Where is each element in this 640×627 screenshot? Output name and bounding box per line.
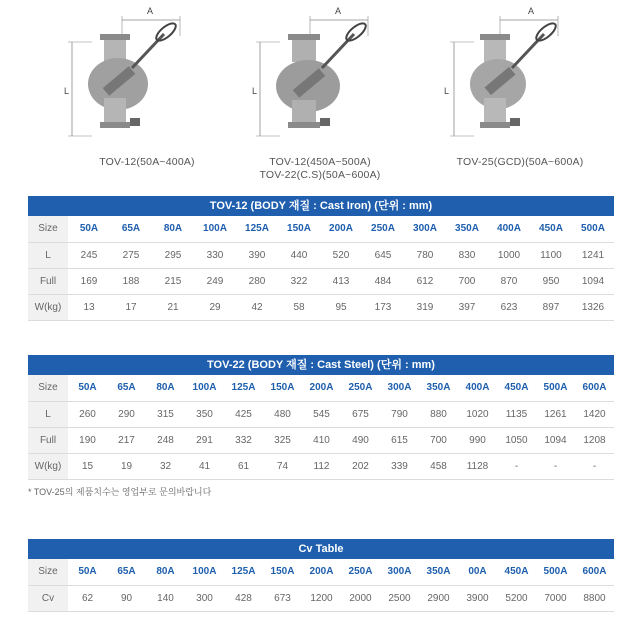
value-cell: 7000: [536, 585, 575, 611]
value-cell: 41: [185, 453, 224, 479]
value-cell: 897: [530, 294, 572, 320]
size-header-cell: 500A: [536, 559, 575, 585]
value-cell: 397: [446, 294, 488, 320]
dim-l-label-2: L: [252, 86, 258, 96]
value-cell: 190: [68, 427, 107, 453]
value-cell: 2500: [380, 585, 419, 611]
value-cell: 2900: [419, 585, 458, 611]
value-cell: 675: [341, 401, 380, 427]
size-header-cell: 300A: [380, 375, 419, 401]
size-header-cell: 500A: [536, 375, 575, 401]
tov25-inquiry-note: * TOV-25의 제품치수는 영업부로 문의바랍니다: [28, 487, 212, 497]
value-cell: 1326: [572, 294, 614, 320]
value-cell: 32: [146, 453, 185, 479]
value-cell: 202: [341, 453, 380, 479]
size-header-cell: 100A: [185, 559, 224, 585]
valve-drawing-2: [250, 6, 420, 156]
value-cell: 315: [146, 401, 185, 427]
value-cell: 13: [68, 294, 110, 320]
value-cell: 275: [110, 242, 152, 268]
value-cell: 95: [320, 294, 362, 320]
value-cell: 42: [236, 294, 278, 320]
value-cell: 880: [419, 401, 458, 427]
size-header-cell: 200A: [320, 216, 362, 242]
table-row: [28, 427, 614, 453]
size-header-cell: 300A: [404, 216, 446, 242]
product-figures: [0, 0, 640, 192]
size-header-cell: 00A: [458, 559, 497, 585]
value-cell: 700: [446, 268, 488, 294]
tov12-dimension-grid: [28, 216, 614, 321]
value-cell: 1200: [302, 585, 341, 611]
cv-table: [28, 539, 614, 612]
table-row: [28, 268, 614, 294]
value-cell: 410: [302, 427, 341, 453]
size-header-cell: 65A: [107, 559, 146, 585]
size-header-cell: 400A: [458, 375, 497, 401]
value-cell: 490: [341, 427, 380, 453]
tov22-table: [28, 355, 614, 480]
value-cell: 390: [236, 242, 278, 268]
size-header-cell: 125A: [224, 375, 263, 401]
size-header-cell: 65A: [110, 216, 152, 242]
cv-table-title: Cv Table: [28, 539, 614, 559]
value-cell: 645: [362, 242, 404, 268]
value-cell: 325: [263, 427, 302, 453]
value-cell: -: [575, 453, 614, 479]
value-cell: 245: [68, 242, 110, 268]
size-header-cell: 100A: [194, 216, 236, 242]
dim-l-label-1: L: [64, 86, 70, 96]
figure-caption-1: TOV-12(50A~400A): [99, 156, 195, 168]
value-cell: 29: [194, 294, 236, 320]
tov12-table-title: TOV-12 (BODY 재질 : Cast Iron) (단위 : mm): [28, 196, 614, 216]
value-cell: 140: [146, 585, 185, 611]
figure-caption-3: TOV-25(GCD)(50A~600A): [456, 156, 584, 168]
cv-value-grid: [28, 559, 614, 612]
value-cell: 330: [194, 242, 236, 268]
value-cell: 248: [146, 427, 185, 453]
value-cell: 1128: [458, 453, 497, 479]
table-row: [28, 401, 614, 427]
value-cell: 1135: [497, 401, 536, 427]
size-header-cell: 250A: [341, 375, 380, 401]
value-cell: 520: [320, 242, 362, 268]
table-row: [28, 585, 614, 611]
value-cell: 350: [185, 401, 224, 427]
value-cell: 830: [446, 242, 488, 268]
row-label-cell: Cv: [28, 585, 68, 611]
value-cell: 291: [185, 427, 224, 453]
tov22-table-title: TOV-22 (BODY 재질 : Cast Steel) (단위 : mm): [28, 355, 614, 375]
value-cell: 332: [224, 427, 263, 453]
size-header-cell: 80A: [152, 216, 194, 242]
value-cell: 1420: [575, 401, 614, 427]
value-cell: 428: [224, 585, 263, 611]
header-label-cell: Size: [28, 375, 68, 401]
value-cell: 319: [404, 294, 446, 320]
valve-diagram-3: [440, 6, 610, 156]
value-cell: 1241: [572, 242, 614, 268]
value-cell: 17: [110, 294, 152, 320]
table-row: [28, 242, 614, 268]
dim-l-label-3: L: [444, 86, 450, 96]
value-cell: 58: [278, 294, 320, 320]
row-label-cell: W(kg): [28, 294, 68, 320]
header-label-cell: Size: [28, 559, 68, 585]
size-header-cell: 200A: [302, 375, 341, 401]
size-header-cell: 300A: [380, 559, 419, 585]
size-header-cell: 50A: [68, 216, 110, 242]
value-cell: 62: [68, 585, 107, 611]
tov22-dimension-grid: [28, 375, 614, 480]
value-cell: -: [536, 453, 575, 479]
size-header-cell: 150A: [278, 216, 320, 242]
size-header-cell: 50A: [68, 559, 107, 585]
value-cell: 1050: [497, 427, 536, 453]
size-header-cell: 350A: [419, 559, 458, 585]
value-cell: 3900: [458, 585, 497, 611]
value-cell: 300: [185, 585, 224, 611]
size-header-cell: 65A: [107, 375, 146, 401]
table-header-row: [28, 216, 614, 242]
size-header-cell: 50A: [68, 375, 107, 401]
value-cell: 15: [68, 453, 107, 479]
value-cell: 458: [419, 453, 458, 479]
value-cell: 1100: [530, 242, 572, 268]
value-cell: 1020: [458, 401, 497, 427]
size-header-cell: 350A: [419, 375, 458, 401]
value-cell: 2000: [341, 585, 380, 611]
value-cell: 615: [380, 427, 419, 453]
size-header-cell: 450A: [497, 375, 536, 401]
value-cell: 612: [404, 268, 446, 294]
size-header-cell: 450A: [497, 559, 536, 585]
value-cell: 8800: [575, 585, 614, 611]
size-header-cell: 600A: [575, 559, 614, 585]
table-row: [28, 453, 614, 479]
size-header-cell: 150A: [263, 559, 302, 585]
value-cell: 1261: [536, 401, 575, 427]
dim-a-label-3: A: [528, 6, 535, 16]
value-cell: 673: [263, 585, 302, 611]
value-cell: 112: [302, 453, 341, 479]
tov12-table: [28, 196, 614, 321]
size-header-cell: 125A: [224, 559, 263, 585]
size-header-cell: 250A: [362, 216, 404, 242]
value-cell: 19: [107, 453, 146, 479]
value-cell: 249: [194, 268, 236, 294]
value-cell: 700: [419, 427, 458, 453]
size-header-cell: 80A: [146, 375, 185, 401]
value-cell: 61: [224, 453, 263, 479]
value-cell: 188: [110, 268, 152, 294]
table-header-row: [28, 375, 614, 401]
value-cell: 484: [362, 268, 404, 294]
value-cell: 1208: [575, 427, 614, 453]
value-cell: 480: [263, 401, 302, 427]
row-label-cell: L: [28, 242, 68, 268]
size-header-cell: 200A: [302, 559, 341, 585]
value-cell: 295: [152, 242, 194, 268]
value-cell: 90: [107, 585, 146, 611]
header-label-cell: Size: [28, 216, 68, 242]
table-header-row: [28, 559, 614, 585]
value-cell: 322: [278, 268, 320, 294]
value-cell: 950: [530, 268, 572, 294]
value-cell: 169: [68, 268, 110, 294]
valve-diagram-2: [250, 6, 420, 156]
size-header-cell: 250A: [341, 559, 380, 585]
value-cell: 1000: [488, 242, 530, 268]
dim-a-label-1: A: [147, 6, 154, 16]
size-header-cell: 500A: [572, 216, 614, 242]
value-cell: 413: [320, 268, 362, 294]
value-cell: 623: [488, 294, 530, 320]
value-cell: 425: [224, 401, 263, 427]
value-cell: 173: [362, 294, 404, 320]
row-label-cell: L: [28, 401, 68, 427]
row-label-cell: Full: [28, 268, 68, 294]
value-cell: 280: [236, 268, 278, 294]
value-cell: 545: [302, 401, 341, 427]
value-cell: 1094: [536, 427, 575, 453]
valve-drawing-1: [62, 6, 232, 156]
valve-diagram-1: [62, 6, 232, 156]
size-header-cell: 400A: [488, 216, 530, 242]
size-header-cell: 350A: [446, 216, 488, 242]
value-cell: 21: [152, 294, 194, 320]
value-cell: 790: [380, 401, 419, 427]
row-label-cell: W(kg): [28, 453, 68, 479]
value-cell: 74: [263, 453, 302, 479]
value-cell: 339: [380, 453, 419, 479]
size-header-cell: 80A: [146, 559, 185, 585]
size-header-cell: 600A: [575, 375, 614, 401]
size-header-cell: 100A: [185, 375, 224, 401]
value-cell: 1094: [572, 268, 614, 294]
value-cell: 440: [278, 242, 320, 268]
value-cell: 780: [404, 242, 446, 268]
value-cell: 5200: [497, 585, 536, 611]
value-cell: 290: [107, 401, 146, 427]
value-cell: 870: [488, 268, 530, 294]
dim-a-label-2: A: [335, 6, 342, 16]
value-cell: 260: [68, 401, 107, 427]
value-cell: 990: [458, 427, 497, 453]
row-label-cell: Full: [28, 427, 68, 453]
size-header-cell: 150A: [263, 375, 302, 401]
figure-caption-2: TOV-12(450A~500A) TOV-22(C.S)(50A~600A): [259, 156, 381, 181]
size-header-cell: 450A: [530, 216, 572, 242]
size-header-cell: 125A: [236, 216, 278, 242]
value-cell: 217: [107, 427, 146, 453]
valve-drawing-3: [440, 6, 610, 156]
value-cell: -: [497, 453, 536, 479]
value-cell: 215: [152, 268, 194, 294]
table-row: [28, 294, 614, 320]
